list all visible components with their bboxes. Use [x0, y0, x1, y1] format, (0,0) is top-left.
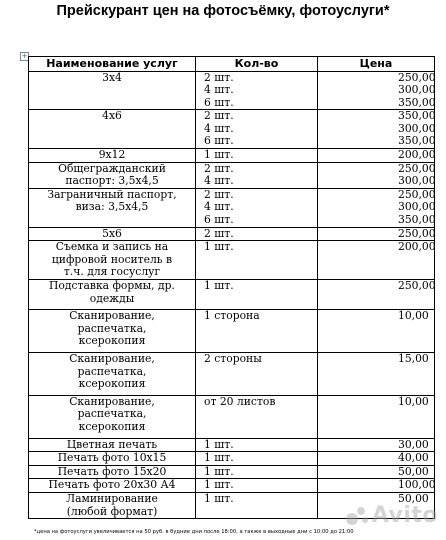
table-row — [29, 452, 435, 466]
quantity-cell — [196, 241, 318, 280]
quantity-cell — [196, 352, 318, 395]
price-value: 250,00 — [398, 70, 436, 84]
table-row — [29, 310, 435, 353]
quantity-cell — [196, 188, 318, 227]
service-name-line: Сканирование, — [69, 309, 155, 323]
service-name-cell — [29, 310, 196, 353]
price-value: 350,00 — [398, 134, 436, 148]
price-value: 100,00 — [398, 478, 436, 492]
quantity-value: 4 шт. — [204, 83, 234, 97]
price-value: 30,00 — [398, 437, 429, 451]
price-value: 10,00 — [398, 394, 429, 408]
service-name-line: Сканирование, — [69, 394, 155, 408]
quantity-value: 2 шт. — [204, 70, 234, 84]
price-value: 300,00 — [398, 200, 436, 214]
table-row — [29, 188, 435, 227]
service-name-line: Печать фото 15х20 — [57, 464, 167, 478]
service-name-line: Ламинирование — [66, 491, 158, 505]
price-value: 300,00 — [398, 83, 436, 97]
quantity-cell — [196, 162, 318, 188]
quantity-value: 2 шт. — [204, 109, 234, 123]
service-name-cell — [29, 71, 196, 110]
table-row — [29, 479, 435, 493]
quantity-cell — [196, 395, 318, 438]
price-value: 350,00 — [398, 213, 436, 227]
quantity-value: 2 шт. — [204, 161, 234, 175]
price-cell — [318, 452, 435, 466]
price-value: 350,00 — [398, 95, 436, 109]
quantity-cell — [196, 280, 318, 310]
price-value: 300,00 — [398, 174, 436, 188]
service-name-line: 4х6 — [102, 109, 122, 123]
avito-wordmark: Avito — [371, 503, 438, 528]
quantity-cell — [196, 110, 318, 149]
price-value: 50,00 — [398, 491, 429, 505]
quantity-value: от 20 листов — [204, 394, 276, 408]
service-name-line: Печать фото 20х30 А4 — [48, 478, 176, 492]
price-cell — [318, 162, 435, 188]
quantity-value: 6 шт. — [204, 134, 234, 148]
quantity-value: 1 шт. — [204, 240, 234, 254]
price-cell — [318, 188, 435, 227]
service-name-line: паспорт: 3,5х4,5 — [65, 174, 159, 188]
quantity-value: 1 шт. — [204, 279, 234, 292]
service-name-cell — [29, 479, 196, 493]
price-cell — [318, 227, 435, 241]
quantity-cell — [196, 452, 318, 466]
service-name-cell — [29, 280, 196, 310]
service-name-cell — [29, 241, 196, 280]
price-value: 250,00 — [398, 226, 436, 240]
service-name-line: Подставка формы, др. — [49, 279, 175, 292]
quantity-value: 2 шт. — [204, 226, 234, 240]
price-value: 200,00 — [398, 240, 436, 254]
table-move-handle-icon[interactable]: + — [21, 52, 28, 60]
service-name-cell — [29, 395, 196, 438]
price-value: 15,00 — [398, 351, 429, 365]
quantity-value: 1 шт. — [204, 451, 234, 465]
price-cell — [318, 352, 435, 395]
quantity-cell — [196, 438, 318, 452]
service-name-cell — [29, 492, 196, 518]
service-name-line: Цветная печать — [66, 437, 158, 451]
table-row — [29, 395, 435, 438]
service-name-line: 9х12 — [98, 148, 126, 162]
table-row — [29, 465, 435, 479]
price-value: 250,00 — [398, 161, 436, 175]
price-cell — [318, 465, 435, 479]
quantity-cell — [196, 71, 318, 110]
header-quantity: Кол-во — [196, 57, 318, 72]
quantity-value: 4 шт. — [204, 200, 234, 214]
price-value: 300,00 — [398, 121, 436, 135]
price-cell — [318, 241, 435, 280]
quantity-cell — [196, 149, 318, 163]
service-name-cell — [29, 452, 196, 466]
avito-watermark — [346, 503, 438, 528]
quantity-value: 6 шт. — [204, 213, 234, 227]
price-cell — [318, 438, 435, 452]
service-name-line: распечатка, — [77, 364, 147, 378]
price-value: 250,00 — [398, 187, 436, 201]
quantity-value: 1 шт. — [204, 148, 234, 162]
price-cell — [318, 110, 435, 149]
price-value: 10,00 — [398, 309, 429, 323]
header-price: Цена — [318, 57, 435, 72]
service-name-line: 3х4 — [102, 70, 122, 84]
quantity-value: 1 шт. — [204, 491, 234, 505]
quantity-value: 1 сторона — [204, 309, 260, 323]
footnote: *цена на фотоуслуги увеличивается на 50 руб. в будние дни после 18:00, а также в выходные дни с 10:00 до 21:00 — [34, 529, 354, 535]
quantity-value: 2 стороны — [204, 351, 262, 365]
avito-logo-icon — [346, 507, 370, 525]
price-cell — [318, 310, 435, 353]
service-name-line: ксерокопия — [78, 334, 146, 348]
price-value: 200,00 — [398, 148, 436, 162]
service-name-line: ксерокопия — [78, 377, 146, 391]
service-name-line: (любой формат) — [66, 504, 158, 518]
quantity-value: 1 шт. — [204, 437, 234, 451]
table-row — [29, 227, 435, 241]
table-row — [29, 71, 435, 110]
service-name-line: т.ч. для госуслуг — [63, 265, 161, 279]
quantity-cell — [196, 310, 318, 353]
service-name-cell — [29, 188, 196, 227]
service-name-cell — [29, 110, 196, 149]
page-title: Прейскурант цен на фотосъёмку, фотоуслуги* — [56, 3, 390, 19]
price-value: 250,00 — [398, 279, 436, 292]
service-name-cell — [29, 438, 196, 452]
table-row — [29, 162, 435, 188]
table-row — [29, 110, 435, 149]
quantity-value: 2 шт. — [204, 187, 234, 201]
service-name-line: цифровой носитель в — [51, 252, 173, 266]
price-cell — [318, 479, 435, 493]
table-row — [29, 241, 435, 280]
service-name-line: распечатка, — [77, 407, 147, 421]
table-row — [29, 149, 435, 163]
price-cell — [318, 395, 435, 438]
quantity-cell — [196, 492, 318, 518]
price-cell — [318, 149, 435, 163]
quantity-value: 4 шт. — [204, 121, 234, 135]
quantity-cell — [196, 227, 318, 241]
price-value: 50,00 — [398, 464, 429, 478]
service-name-line: 5х6 — [102, 226, 122, 240]
quantity-cell — [196, 479, 318, 493]
table-row — [29, 352, 435, 395]
price-cell — [318, 280, 435, 310]
service-name-line: виза: 3,5х4,5 — [75, 200, 149, 214]
price-cell — [318, 71, 435, 110]
service-name-line: ксерокопия — [78, 419, 146, 433]
table-header-row — [29, 57, 435, 72]
service-name-line: Сканирование, — [69, 351, 155, 365]
service-name-line: Общегражданский — [58, 161, 166, 175]
quantity-cell — [196, 465, 318, 479]
service-name-cell — [29, 465, 196, 479]
quantity-value: 4 шт. — [204, 174, 234, 188]
table-row — [29, 438, 435, 452]
service-name-line: одежды — [89, 291, 135, 305]
service-name-line: Съемка и запись на — [55, 240, 169, 254]
service-name-line: распечатка, — [77, 321, 147, 335]
table-row — [29, 280, 435, 310]
price-value: 350,00 — [398, 109, 436, 123]
service-name-cell — [29, 162, 196, 188]
service-name-cell — [29, 352, 196, 395]
price-value: 40,00 — [398, 451, 429, 465]
service-name-line: Печать фото 10х15 — [57, 451, 167, 465]
quantity-value: 1 шт. — [204, 478, 234, 492]
header-service: Наименование услуг — [29, 57, 196, 72]
service-name-cell — [29, 149, 196, 163]
service-name-cell — [29, 227, 196, 241]
price-table — [28, 56, 435, 519]
quantity-value: 6 шт. — [204, 95, 234, 109]
quantity-value: 1 шт. — [204, 464, 234, 478]
service-name-line: Заграничный паспорт, — [47, 187, 177, 201]
